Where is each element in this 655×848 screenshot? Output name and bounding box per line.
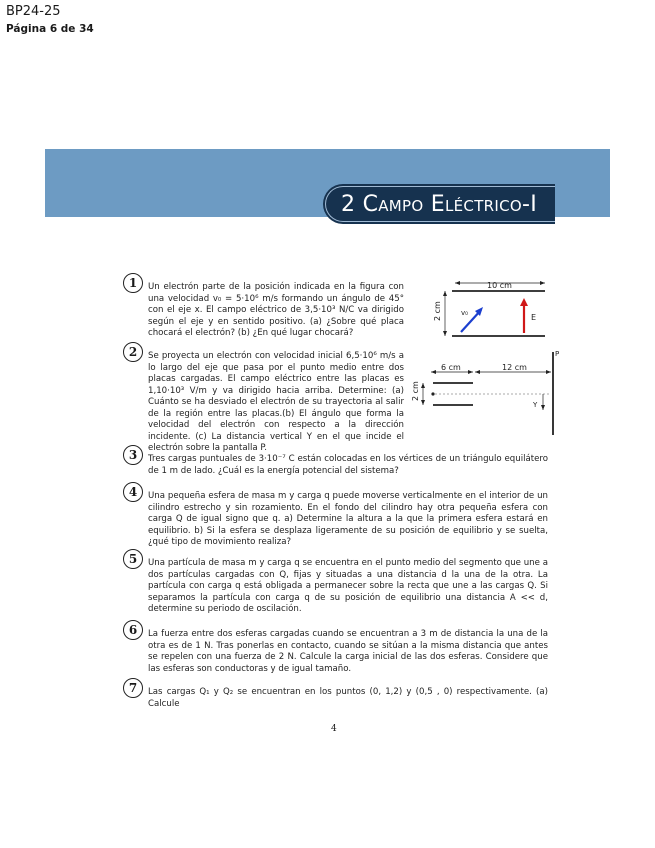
figure-2-distance-label: 12 cm [502,363,527,372]
figure-1-width-label: 10 cm [487,281,512,290]
figure-2-plate-length-label: 6 cm [441,363,461,372]
problem-number: 4 [123,482,143,502]
problem-number: 6 [123,620,143,640]
figure-2-y-label: Y [533,401,538,409]
document-code: BP24-25 [6,4,61,19]
figure-1-velocity-label: v₀ [461,309,468,317]
problem-number: 3 [123,445,143,465]
figure-1-diagram [425,276,555,346]
figure-2-screen-label: P [555,350,560,358]
problem-text: Tres cargas puntuales de 3·10⁻⁷ C están colocadas en los vértices de un triángulo equilátero de 1 m de lado. ¿Cuál es la energía potencial del sistema? [148,454,548,476]
chapter-title-pill [323,184,555,224]
problem-number: 5 [123,549,143,569]
page-number: 4 [331,724,337,734]
problem-number: 2 [123,342,143,362]
figure-2-height-label: 2 cm [411,381,420,401]
problem-text: Una pequeña esfera de masa m y carga q puede moverse verticalmente en el interior de un cilindro estrecho y sin rozamiento. En el fondo del cilindro hay otra pequeña esfera con carga Q de igual signo que q. a) Determine la altura a la que la primera esfera estará en equilibrio. b) Si la esfera se desplaza ligeramente de su posición de equilibrio y se suelta, ¿qué tipo de movimiento realiza? [148,491,548,547]
problem-text: Las cargas Q₁ y Q₂ se encuentran en los puntos (0, 1,2) y (0,5 , 0) respectivamente. (a) Calcule [148,687,548,709]
figure-1-height-label: 2 cm [433,301,442,321]
chapter-title: 2 Campo Eléctrico-I [340,191,538,217]
page-info: Página 6 de 34 [6,23,94,35]
problem-text: Se proyecta un electrón con velocidad inicial 6,5·10⁶ m/s a lo largo del eje que pasa por el punto medio entre dos placas cargadas. El campo eléctrico entre las placas es 1,10·10³ V/m y va dirigido hacia arriba. Determine: (a) Cuánto se ha desviado el electrón de su trayectoria al salir de la región entre las placas.(b) El ángulo que forma la velocidad del electrón con respecto a la dirección incidente. (c) La distancia vertical Y en el que incide el electrón sobre la pantalla P. [148,351,404,453]
problem-text: Un electrón parte de la posición indicada en la figura con una velocidad v₀ = 5·10⁶ m/s formando un ángulo de 45° con el eje x. El campo eléctrico de 3,5·10³ N/C va dirigido según el eje y en sentido positivo. (a) ¿Sobre qué placa chocará el electrón? (b) ¿En qué lugar chocará? [148,282,404,338]
problem-number: 7 [123,678,143,698]
problem-number: 1 [123,273,143,293]
problem-text: La fuerza entre dos esferas cargadas cuando se encuentran a 3 m de distancia la una de la otra es de 1 N. Tras ponerlas en contacto, cuando se sitúan a la misma distancia que antes se repelen con una fuerza de 2 N. Calcule la carga inicial de las dos esferas. Considere que las esferas son conductoras y de igual tamaño. [148,629,548,674]
figure-1-field-label: E [531,313,537,322]
figure-2-diagram [405,347,570,442]
problem-text: Una partícula de masa m y carga q se encuentra en el punto medio del segmento que une a dos partículas cargadas con Q, fijas y situadas a una distancia d la una de la otra. La partícula con carga q está obligada a permanecer sobre la recta que une a las cargas Q. Si separamos la partícula con carga q de su posición de equilibrio una distancia A << d, determine su periodo de oscilación. [148,558,548,614]
